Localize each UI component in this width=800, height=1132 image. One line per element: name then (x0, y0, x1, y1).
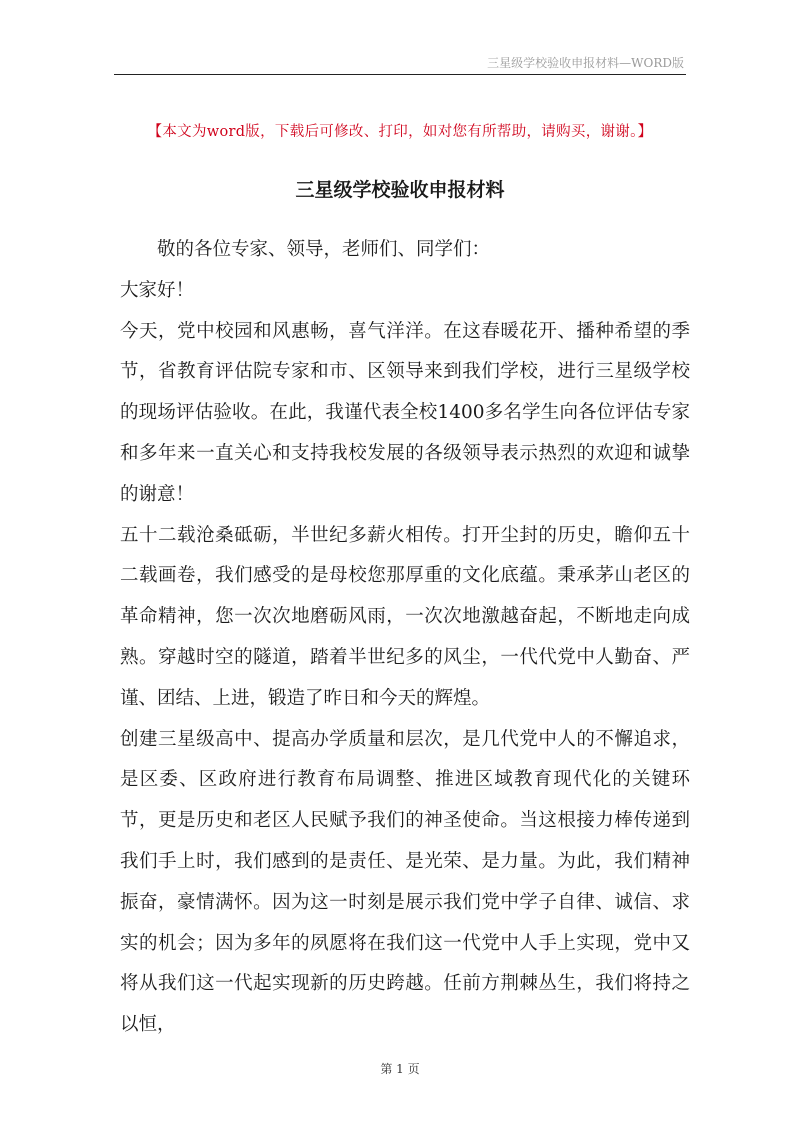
header-divider (114, 74, 686, 75)
document-body (120, 230, 690, 1046)
document-title: 三星级学校验收申报材料 (295, 179, 505, 201)
body-paragraph: 五十二载沧桑砥砺，半世纪多薪火相传。打开尘封的历史，瞻仰五十二载画卷，我们感受的是母校您那厚重的文化底蕴。秉承茅山老区的革命精神，您一次次地磨砺风雨，一次次地激越奋起，不断地走向成熟。穿越时空的隧道，踏着半世纪多的风尘，一代代党中人勤奋、严谨、团结、上进，锻造了昨日和今天的辉煌。 (120, 524, 690, 709)
running-header-title: 三星级学校验收申报材料—WORD版 (487, 56, 684, 70)
salutation: 敬的各位专家、领导，老师们、同学们： (157, 239, 491, 260)
body-paragraph: 创建三星级高中、提高办学质量和层次，是几代党中人的不懈追求，是区委、区政府进行教育布局调整、推进区域教育现代化的关键环节，更是历史和老区人民赋予我们的神圣使命。当这根接力棒传递到我们手上时，我们感到的是责任、是光荣、是力量。为此，我们精神振奋，豪情满怀。因为这一时刻是展示我们党中学子自律、诚信、求实的机会；因为多年的夙愿将在我们这一代党中人手上实现，党中又将从我们这一代起实现新的历史跨越。任前方荆棘丛生，我们将持之以恒， (120, 728, 690, 1036)
page-number: 第 1 页 (380, 1062, 420, 1076)
download-notice: 【本文为word版，下载后可修改、打印，如对您有所帮助，请购买，谢谢。】 (147, 124, 653, 140)
body-paragraph: 今天，党中校园和风惠畅，喜气洋洋。在这春暖花开、播种希望的季节，省教育评估院专家和市、区领导来到我们学校，进行三星级学校的现场评估验收。在此，我谨代表全校1400多名学生向各位评估专家和多年来一直关心和支持我校发展的各级领导表示热烈的欢迎和诚挚的谢意！ (120, 320, 690, 505)
greeting: 大家好！ (120, 279, 195, 301)
